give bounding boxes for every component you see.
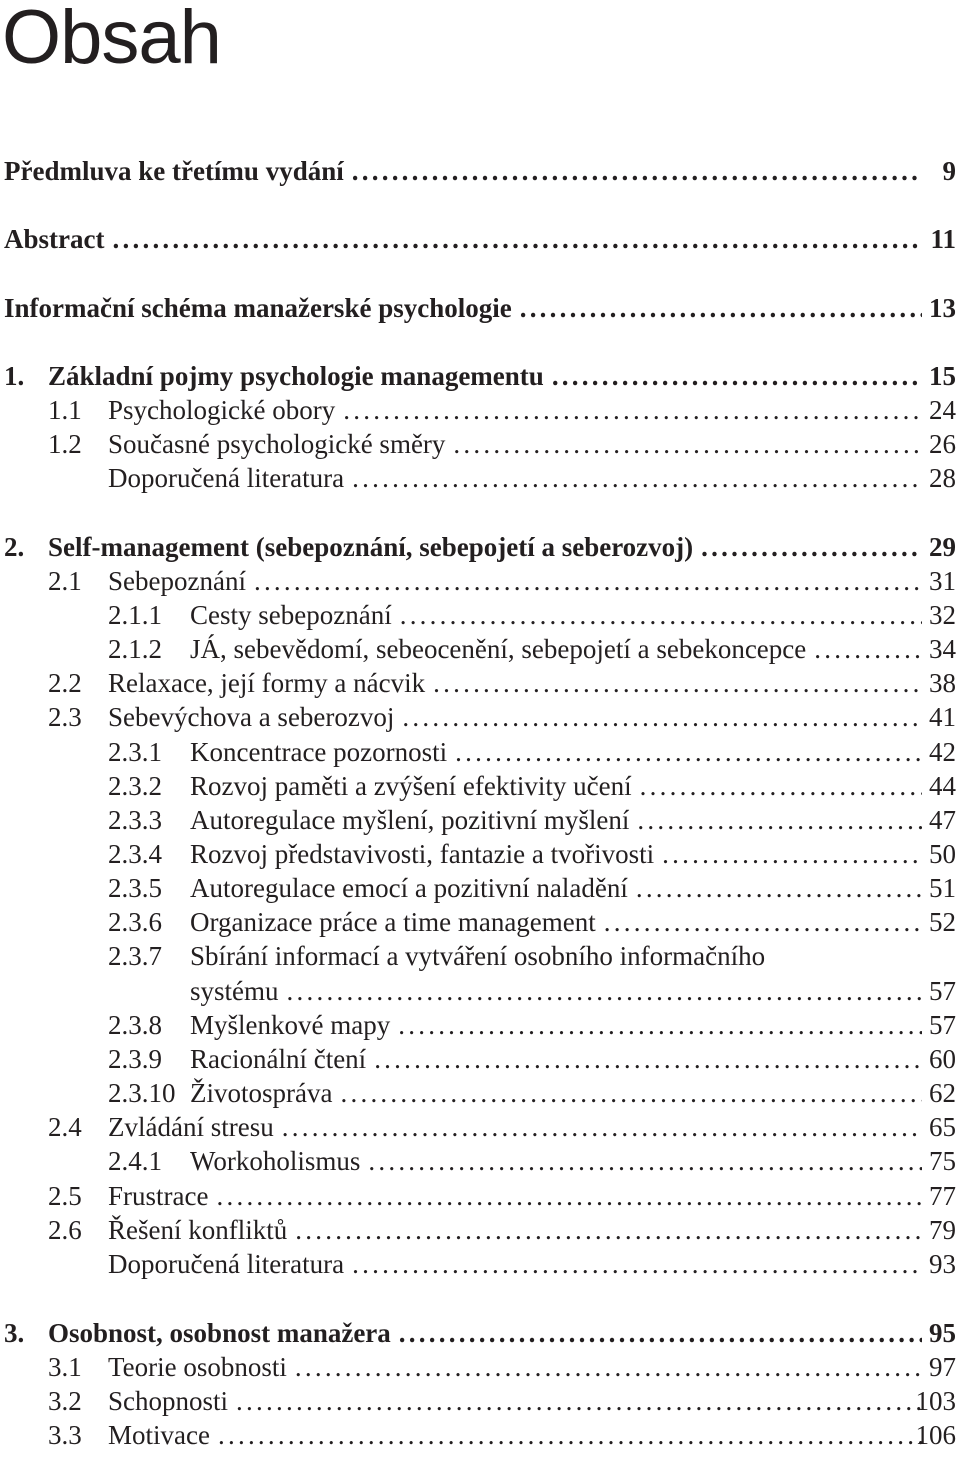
toc-entry-page-number: 52 — [929, 907, 956, 937]
toc-entry-title: Rozvoj představivosti, fantazie a tvořivosti — [190, 839, 655, 869]
dot-leader — [400, 598, 922, 632]
toc-entry-title: Zvládání stresu — [108, 1112, 274, 1142]
toc-entry-number: 2.3 — [48, 702, 82, 732]
toc-entry-page-number: 93 — [929, 1249, 956, 1279]
toc-entry[interactable] — [0, 974, 960, 1008]
toc-entry-title: Předmluva ke třetímu vydání — [4, 156, 344, 186]
toc-entry[interactable] — [0, 1110, 960, 1144]
toc-entry-title: Self-management (sebepoznání, sebepojetí a seberozvoj) — [48, 532, 694, 562]
toc-entry-page-number: 13 — [929, 293, 956, 323]
toc-entry-title: Sbírání informací a vytváření osobního informačního — [190, 941, 766, 971]
toc-entry-number: 2.1 — [48, 566, 82, 596]
dot-leader — [604, 905, 922, 939]
toc-entry-title: Psychologické obory — [108, 395, 336, 425]
toc-entry[interactable] — [0, 1384, 960, 1418]
toc-entry[interactable] — [0, 871, 960, 905]
toc-entry-page-number: 50 — [929, 839, 956, 869]
toc-entry[interactable] — [0, 632, 960, 666]
toc-entry[interactable] — [0, 1350, 960, 1384]
toc-entry-page-number: 31 — [929, 566, 956, 596]
dot-leader — [520, 291, 922, 325]
toc-entry-number: 1.2 — [48, 429, 82, 459]
toc-entry-page-number: 79 — [929, 1215, 956, 1245]
toc-entry-number: 2.1.2 — [108, 634, 162, 664]
toc-entry-title: Současné psychologické směry — [108, 429, 446, 459]
toc-entry-title: Organizace práce a time management — [190, 907, 596, 937]
dot-leader — [453, 427, 922, 461]
toc-entry-number: 2.3.2 — [108, 771, 162, 801]
toc-entry-page-number: 60 — [929, 1044, 956, 1074]
toc-entry[interactable] — [0, 939, 960, 973]
toc-entry-number: 3.2 — [48, 1386, 82, 1416]
toc-entry-number: 2.2 — [48, 668, 82, 698]
toc-entry[interactable] — [0, 1144, 960, 1178]
toc-entry-title: Racionální čtení — [190, 1044, 367, 1074]
toc-entry-page-number: 44 — [929, 771, 956, 801]
dot-leader — [352, 461, 922, 495]
toc-entry-page-number: 95 — [929, 1318, 956, 1348]
toc-entry[interactable] — [0, 666, 960, 700]
toc-entry-page-number: 38 — [929, 668, 956, 698]
dot-leader — [640, 769, 922, 803]
toc-entry-title: Doporučená literatura — [108, 463, 345, 493]
toc-entry-number: 3.1 — [48, 1352, 82, 1382]
toc-entry-title: Relaxace, její formy a nácvik — [108, 668, 426, 698]
dot-leader — [352, 154, 922, 188]
toc-entry-number: 2.6 — [48, 1215, 82, 1245]
toc-entry[interactable] — [0, 769, 960, 803]
dot-leader — [295, 1213, 922, 1247]
toc-entry[interactable] — [0, 393, 960, 427]
dot-leader — [216, 1179, 922, 1213]
toc-entry-title: Abstract — [4, 224, 105, 254]
toc-entry-title: JÁ, sebevědomí, sebeocenění, sebepojetí a sebekoncepce — [190, 634, 807, 664]
toc-entry-number: 2.3.8 — [108, 1010, 162, 1040]
toc-entry-number: 2.3.10 — [108, 1078, 176, 1108]
toc-entry-title: Autoregulace myšlení, pozitivní myšlení — [190, 805, 630, 835]
toc-entry-title: Životospráva — [190, 1078, 333, 1108]
toc-entry[interactable] — [0, 222, 960, 256]
toc-entry-number: 2.3.9 — [108, 1044, 162, 1074]
toc-entry[interactable] — [0, 461, 960, 495]
toc-entry[interactable] — [0, 530, 960, 564]
toc-entry-page-number: 75 — [929, 1146, 956, 1176]
dot-leader — [218, 1418, 922, 1452]
toc-entry-number: 2. — [4, 532, 25, 562]
dot-leader — [433, 666, 922, 700]
dot-leader — [282, 1110, 922, 1144]
toc-entry-page-number: 29 — [929, 532, 956, 562]
toc-entry-page-number: 57 — [929, 976, 956, 1006]
toc-entry-page-number: 62 — [929, 1078, 956, 1108]
toc-entry[interactable] — [0, 1316, 960, 1350]
toc-entry[interactable] — [0, 1213, 960, 1247]
toc-entry-title: Rozvoj paměti a zvýšení efektivity učení — [190, 771, 632, 801]
toc-entry[interactable] — [0, 1042, 960, 1076]
toc-entry[interactable] — [0, 1418, 960, 1452]
toc-entry[interactable] — [0, 427, 960, 461]
toc-entry-page-number: 34 — [929, 634, 956, 664]
toc-entry-number: 1. — [4, 361, 25, 391]
toc-entry-page-number: 97 — [929, 1352, 956, 1382]
toc-entry-number: 2.3.1 — [108, 737, 162, 767]
toc-entry-title: Autoregulace emocí a pozitivní naladění — [190, 873, 628, 903]
toc-entry-page-number: 103 — [915, 1386, 956, 1416]
toc-entry-number: 2.3.4 — [108, 839, 162, 869]
toc-entry-number: 2.1.1 — [108, 600, 162, 630]
toc-entry-page-number: 57 — [929, 1010, 956, 1040]
toc-entry[interactable] — [0, 564, 960, 598]
dot-leader — [236, 1384, 922, 1418]
toc-entry[interactable] — [0, 154, 960, 188]
dot-leader — [287, 974, 922, 1008]
toc-entry-title: Frustrace — [108, 1181, 209, 1211]
dot-leader — [637, 803, 922, 837]
toc-entry-page-number: 77 — [929, 1181, 956, 1211]
toc-entry-number: 2.3.5 — [108, 873, 162, 903]
toc-entry-number: 2.5 — [48, 1181, 82, 1211]
toc-entry[interactable] — [0, 1076, 960, 1110]
toc-entry[interactable] — [0, 359, 960, 393]
dot-leader — [340, 1076, 922, 1110]
toc-entry-page-number: 28 — [929, 463, 956, 493]
toc-entry-page-number: 11 — [930, 224, 956, 254]
toc-entry-title: Sebepoznání — [108, 566, 246, 596]
toc-entry-number: 2.3.3 — [108, 805, 162, 835]
dot-leader — [636, 871, 922, 905]
toc-entry-title: Koncentrace pozornosti — [190, 737, 448, 767]
toc-entry[interactable] — [0, 1179, 960, 1213]
dot-leader — [374, 1042, 922, 1076]
toc-entry[interactable] — [0, 700, 960, 734]
toc-entry-page-number: 106 — [915, 1420, 956, 1450]
toc-entry[interactable] — [0, 291, 960, 325]
dot-leader — [701, 530, 922, 564]
toc-entry-number: 1.1 — [48, 395, 82, 425]
toc-entry-page-number: 24 — [929, 395, 956, 425]
dot-leader — [552, 359, 922, 393]
toc-entry[interactable] — [0, 905, 960, 939]
dot-leader — [814, 632, 922, 666]
dot-leader — [402, 700, 922, 734]
toc-entry-number: 2.3.6 — [108, 907, 162, 937]
dot-leader — [295, 1350, 922, 1384]
page-title: Obsah — [2, 0, 221, 80]
toc-entry-title: Osobnost, osobnost manažera — [48, 1318, 391, 1348]
toc-entry-title: Cesty sebepoznání — [190, 600, 392, 630]
toc-entry-page-number: 65 — [929, 1112, 956, 1142]
toc-entry-title: Teorie osobnosti — [108, 1352, 287, 1382]
toc-entry-title: Základní pojmy psychologie managementu — [48, 361, 544, 391]
toc-entry-title: Myšlenkové mapy — [190, 1010, 391, 1040]
toc-entry-page-number: 9 — [942, 156, 956, 186]
dot-leader — [399, 1316, 922, 1350]
toc-entry[interactable] — [0, 803, 960, 837]
toc-entry[interactable] — [0, 598, 960, 632]
toc-entry-number: 2.3.7 — [108, 941, 162, 971]
toc-entry-page-number: 15 — [929, 361, 956, 391]
dot-leader — [368, 1144, 922, 1178]
toc-entry-title: Doporučená literatura — [108, 1249, 345, 1279]
toc-entry-title: systému — [190, 976, 279, 1006]
toc-entry-title: Motivace — [108, 1420, 210, 1450]
toc-entry[interactable] — [0, 735, 960, 769]
dot-leader — [254, 564, 922, 598]
toc-entry-page-number: 32 — [929, 600, 956, 630]
dot-leader — [398, 1008, 922, 1042]
toc-entry-page-number: 51 — [929, 873, 956, 903]
toc-entry[interactable] — [0, 1247, 960, 1281]
dot-leader — [662, 837, 922, 871]
toc-entry-number: 3.3 — [48, 1420, 82, 1450]
toc-entry-number: 2.4.1 — [108, 1146, 162, 1176]
toc-entry-page-number: 42 — [929, 737, 956, 767]
toc-entry-title: Schopnosti — [108, 1386, 229, 1416]
toc-entry-title: Řešení konfliktů — [108, 1215, 288, 1245]
toc-entry-page-number: 26 — [929, 429, 956, 459]
toc-entry[interactable] — [0, 837, 960, 871]
toc-entry-title: Sebevýchova a seberozvoj — [108, 702, 395, 732]
dot-leader — [112, 222, 922, 256]
toc-entry[interactable] — [0, 1008, 960, 1042]
dot-leader — [343, 393, 922, 427]
toc-entry-title: Workoholismus — [190, 1146, 361, 1176]
toc-entry-number: 2.4 — [48, 1112, 82, 1142]
dot-leader — [455, 735, 922, 769]
dot-leader — [352, 1247, 922, 1281]
toc-entry-page-number: 41 — [929, 702, 956, 732]
toc-entry-page-number: 47 — [929, 805, 956, 835]
toc-entry-number: 3. — [4, 1318, 25, 1348]
toc-entry-title: Informační schéma manažerské psychologie — [4, 293, 512, 323]
